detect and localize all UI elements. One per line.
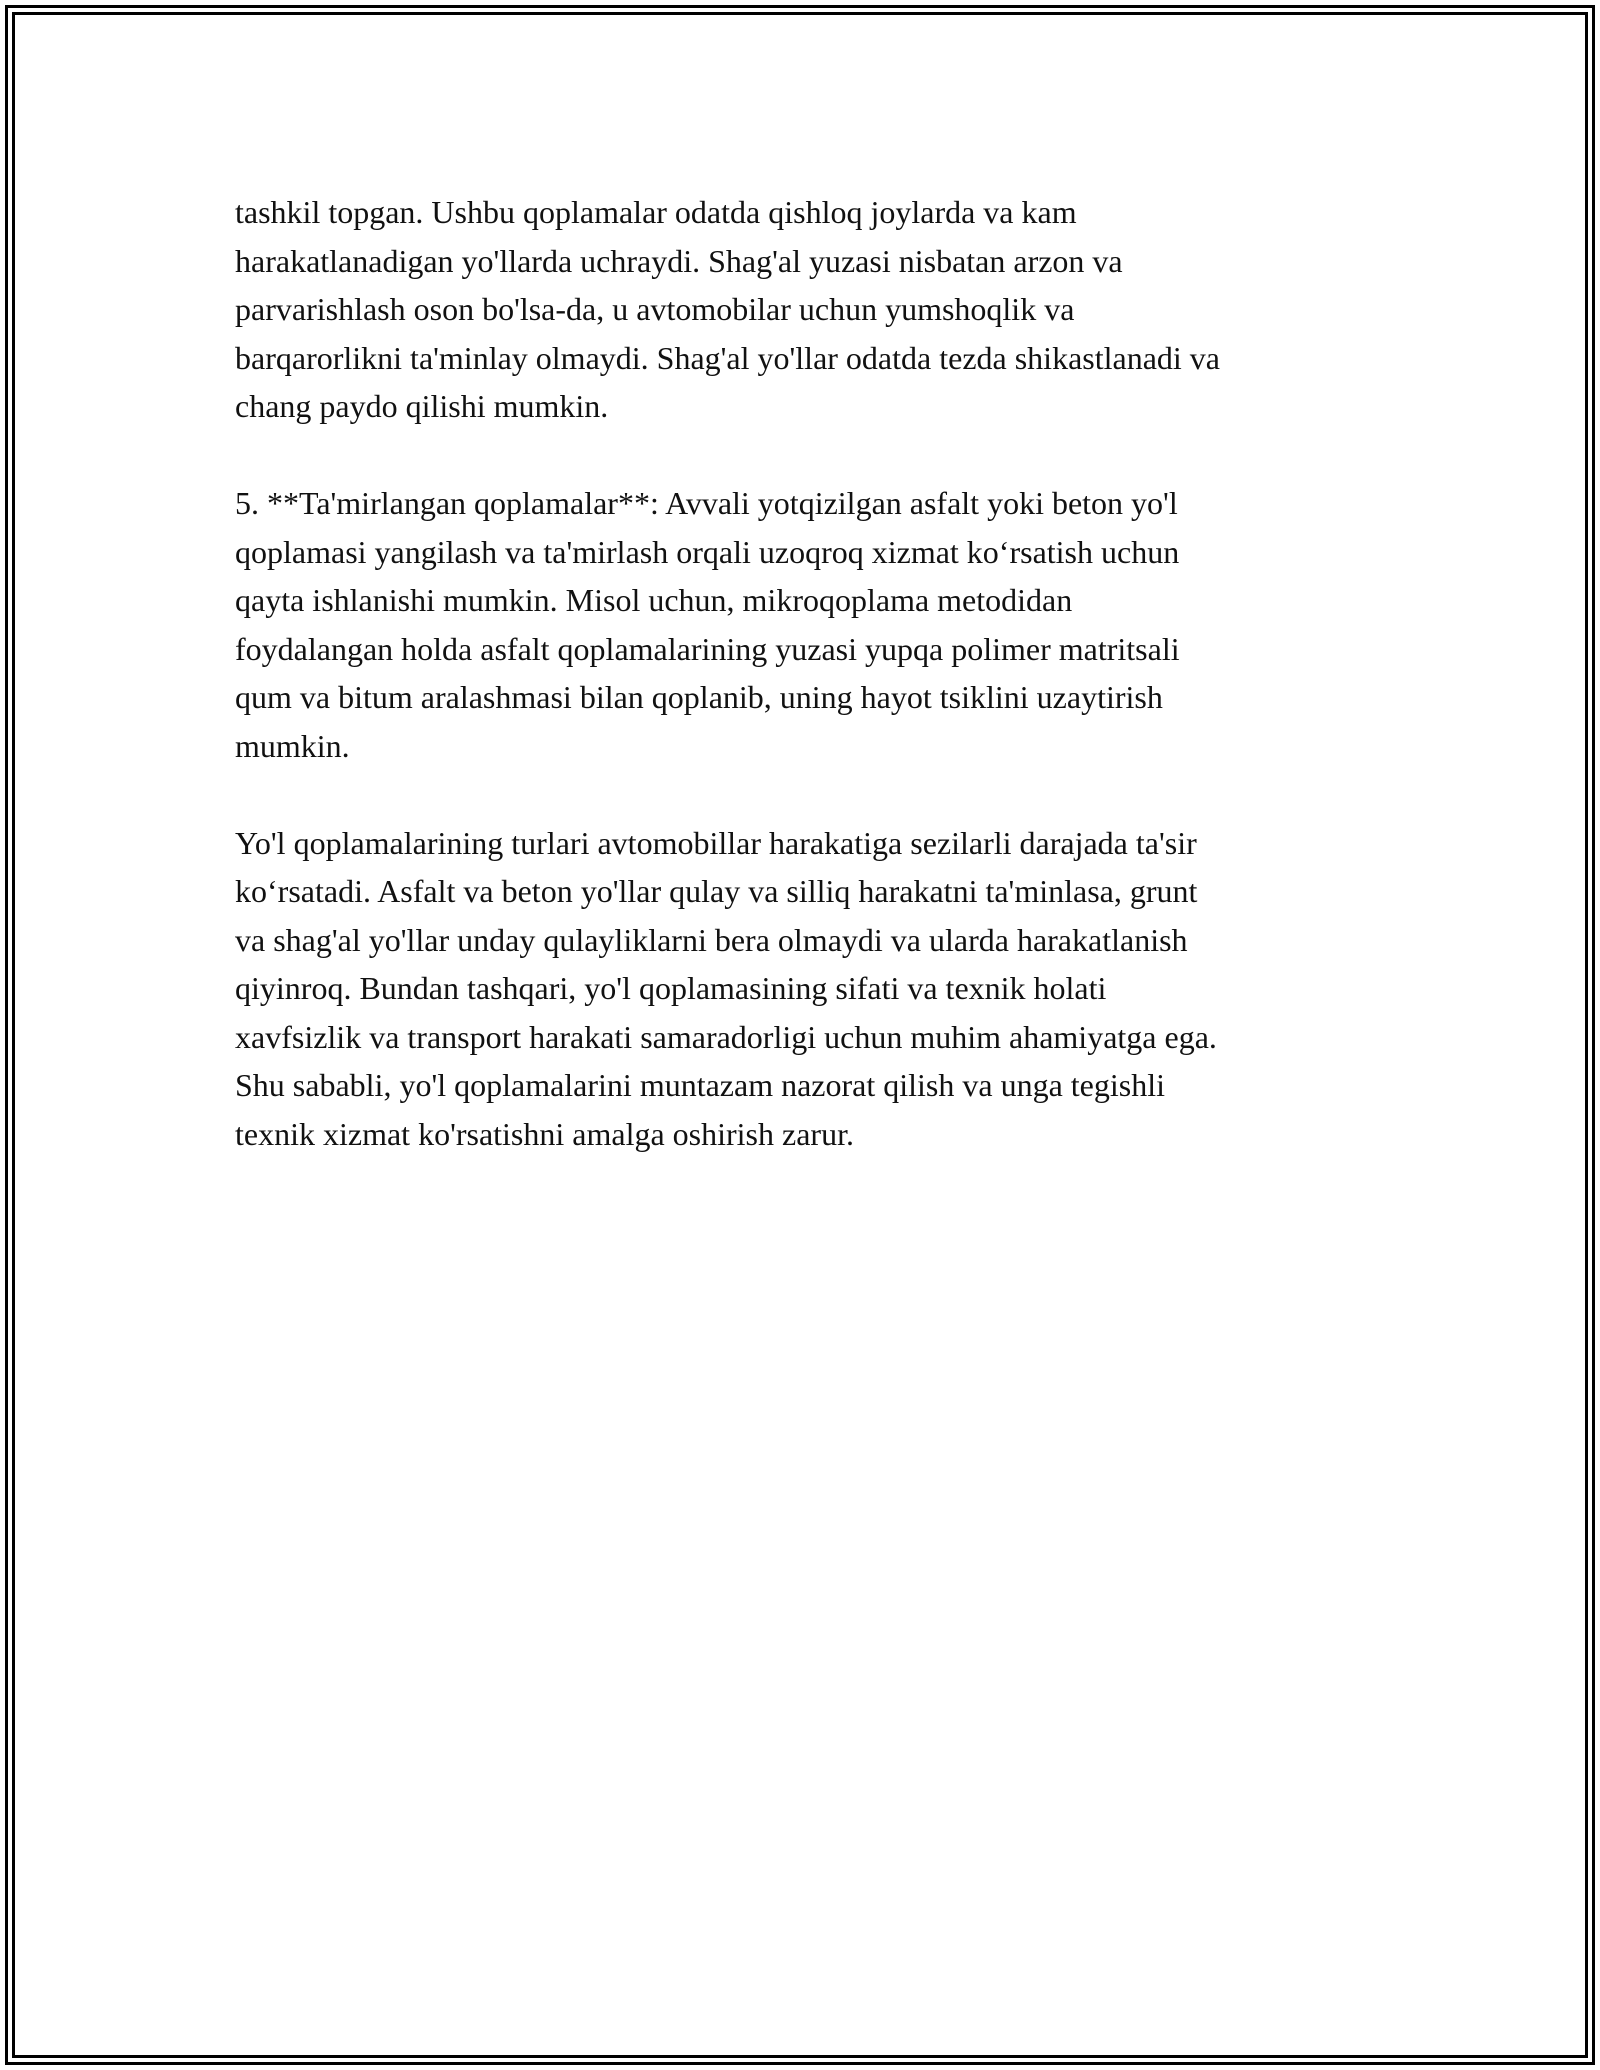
paragraph-repaired-coverings: 5. **Ta'mirlangan qoplamalar**: Avvali yotqizilgan asfalt yoki beton yo'l qoplamasi yangilash va ta'mirlash orqali uzoqroq xizmat ko‘rsatish uchun qayta ishlanishi mumkin. Misol uchun, mikroqoplama metodidan foydalangan holda asfalt qoplamalarining yuzasi yupqa polimer matritsali qum va bitum aralashmasi bilan qoplanib, uning hayot tsiklini uzaytirish mumkin. bbox=[235, 485, 1180, 764]
paragraph-gravel-roads: tashkil topgan. Ushbu qoplamalar odatda qishloq joylarda va kam harakatlanadigan yo'llarda uchraydi. Shag'al yuzasi nisbatan arzon va parvarishlash oson bo'lsa-da, u avtomobilar uchun yumshoqlik va barqarorlikni ta'minlay olmaydi. Shag'al yo'llar odatda tezda shikastlanadi va chang paydo qilishi mumkin. bbox=[235, 194, 1220, 424]
paragraph-conclusion: Yo'l qoplamalarining turlari avtomobillar harakatiga sezilarli darajada ta'sir ko‘rsatadi. Asfalt va beton yo'llar qulay va silliq harakatni ta'minlasa, grunt va shag'al yo'llar unday qulayliklarni bera olmaydi va ularda harakatlanish qiyinroq. Bundan tashqari, yo'l qoplamasining sifati va texnik holati xavfsizlik va transport harakati samaradorligi uchun muhim ahamiyatga ega. Shu sababli, yo'l qoplamalarini muntazam nazorat qilish va unga tegishli texnik xizmat ko'rsatishni amalga oshirish zarur. bbox=[235, 824, 1217, 1152]
document-body bbox=[235, 188, 1385, 1207]
